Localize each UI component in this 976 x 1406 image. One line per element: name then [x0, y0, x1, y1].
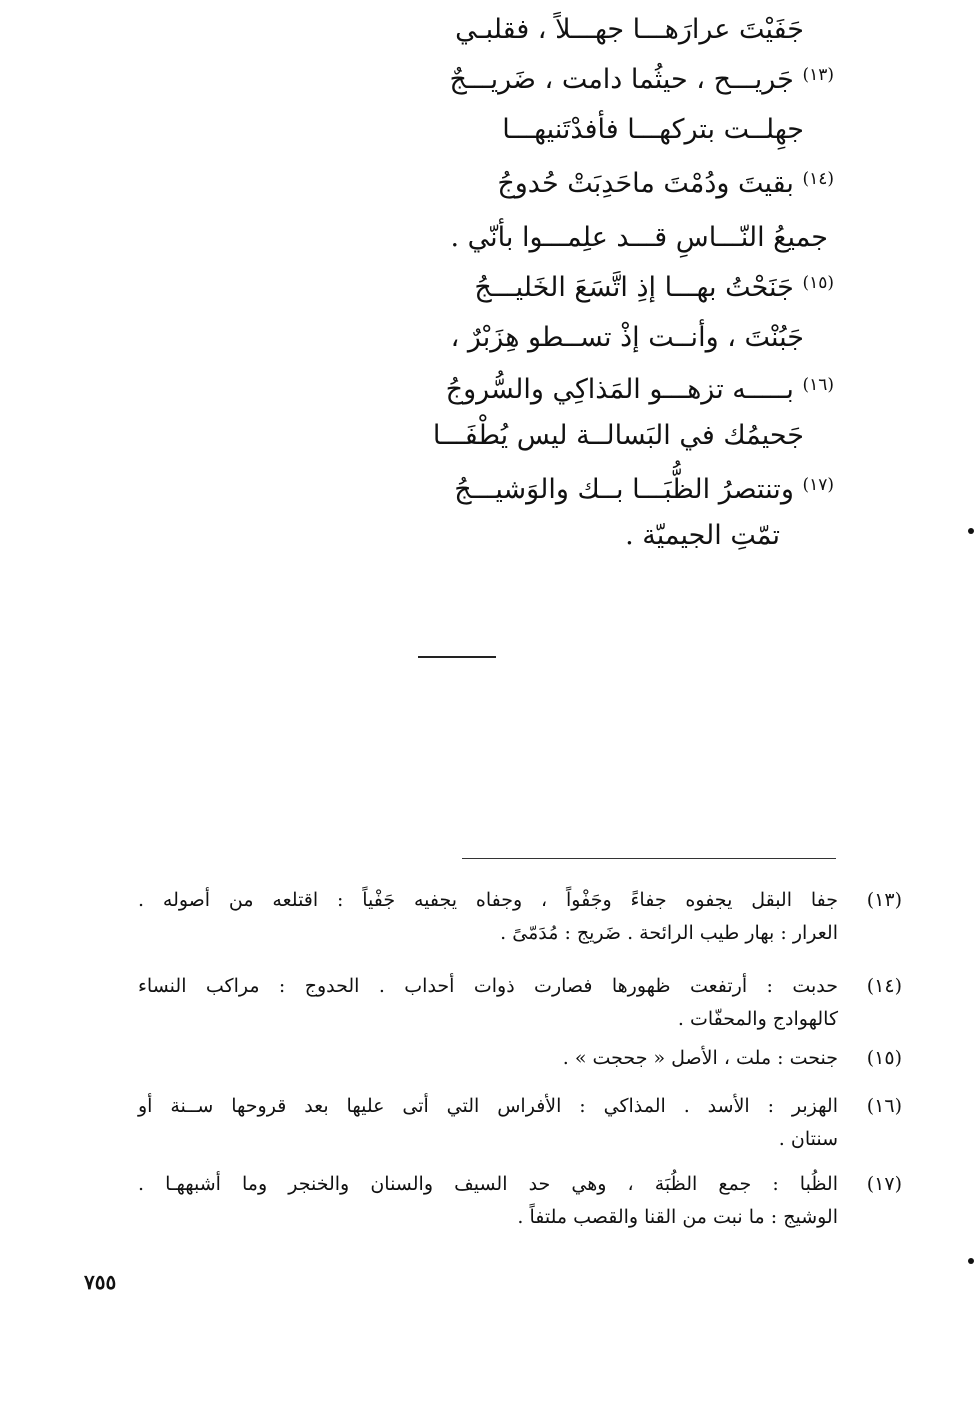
footnote — [138, 970, 902, 1036]
footnote — [138, 884, 902, 950]
binding-mark — [968, 1258, 974, 1264]
verse-line — [449, 66, 844, 93]
verse-line — [502, 116, 804, 143]
footnote-ref: (١٥) — [802, 273, 834, 293]
footnote-ref: (١٣) — [802, 65, 834, 85]
verse-text: بقيتَ ودُمْتَ ماحَدِبَتْ حُدوجُ — [497, 168, 794, 199]
footnote-line: العرار : بهار طيب الرائحة . ضَريج : مُدَمّىً . — [500, 922, 838, 944]
verse-line — [451, 324, 804, 351]
verse-text: تمّتِ الجيميّة . — [625, 520, 780, 551]
footnote-line: كالهوادج والمحفّات . — [677, 1008, 838, 1030]
verse-line — [454, 476, 844, 503]
verse-text: جَحيمُك في البَسالــة ليس يُطْفَـــا — [432, 420, 804, 451]
verse-line — [446, 376, 844, 403]
footnote-number: (١٦) — [866, 1095, 902, 1117]
verse-text: جهِلــت بتركهـــا فأفدْتَنيهـــا — [502, 114, 804, 145]
verse-text: جَريـــح ، حيثُما دامت ، ضَريـــجٌ — [449, 64, 794, 95]
footnote-line: حدبت : أرتفعت ظهورها فصارت ذوات أحداب . الحدوج : مراكب النساء — [138, 975, 838, 997]
verse-line — [497, 170, 844, 197]
footnote-number: (١٧) — [866, 1173, 902, 1195]
footnote-line: جنحت : ملت ، الأصل « جحجت » . — [562, 1047, 838, 1069]
verse-line — [433, 422, 804, 449]
footnote-line: الظُبا : جمع الظُبَة ، وهي حد السيف والسنان والخنجر وما أشبههـا . — [138, 1173, 838, 1195]
verse-line — [428, 224, 828, 251]
verse-text: جَفَيْتَ عرارَهـــا جهـــلاً ، فقلبـي — [455, 14, 804, 45]
verse-line — [455, 16, 804, 43]
footnote-line: الوشيج : ما نبت من القنا والقصب ملتفاً . — [517, 1206, 838, 1228]
binding-mark — [968, 528, 974, 534]
footnote-line: جفا البقل يجفوه جفاءً وجَفْواً ، وجفاه يجفيه جَفْياً : اقتلعه من أصوله . — [138, 889, 838, 911]
verse-text: جَنَحْتُ بهـــا إذِ اتَّسَعَ الخَليـــجُ — [474, 272, 794, 303]
page-number: ٧٥٥ — [84, 1270, 117, 1294]
footnote-separator — [462, 858, 836, 859]
footnote-ref: (١٤) — [802, 169, 834, 189]
footnote — [138, 1042, 902, 1075]
footnote-line: سنتان . — [778, 1128, 838, 1150]
verse-line — [474, 274, 844, 301]
footnote-ref: (١٧) — [802, 475, 834, 495]
verse-text: بـــــه تزهـــو المَذاكِي والسُّروجُ — [445, 374, 794, 405]
footnote-number: (١٤) — [866, 975, 902, 997]
footnote-ref: (١٦) — [802, 375, 834, 395]
footnote-number: (١٥) — [866, 1047, 902, 1069]
section-divider — [418, 656, 496, 658]
footnote — [138, 1168, 902, 1234]
footnote — [138, 1090, 902, 1156]
verse-text: جميعُ النّـــاسِ قـــد علِمـــوا بأنّي — [467, 222, 828, 253]
footnote-line: الهزبر : الأسد . المذاكي : الأفراس التي أتى عليها بعد قروحها ســنة أو — [138, 1095, 838, 1117]
verse-bullet: . — [450, 222, 460, 253]
verse-text: جَبُنْتَ ، وأنــت إذْ تســطو هِزَبْرٌ ، — [450, 322, 804, 353]
verse-text: وتنتصرُ الظُّبَـــا بــك والوَشيـــجُ — [454, 474, 794, 505]
verse-line — [625, 522, 780, 549]
footnote-number: (١٣) — [866, 889, 902, 911]
